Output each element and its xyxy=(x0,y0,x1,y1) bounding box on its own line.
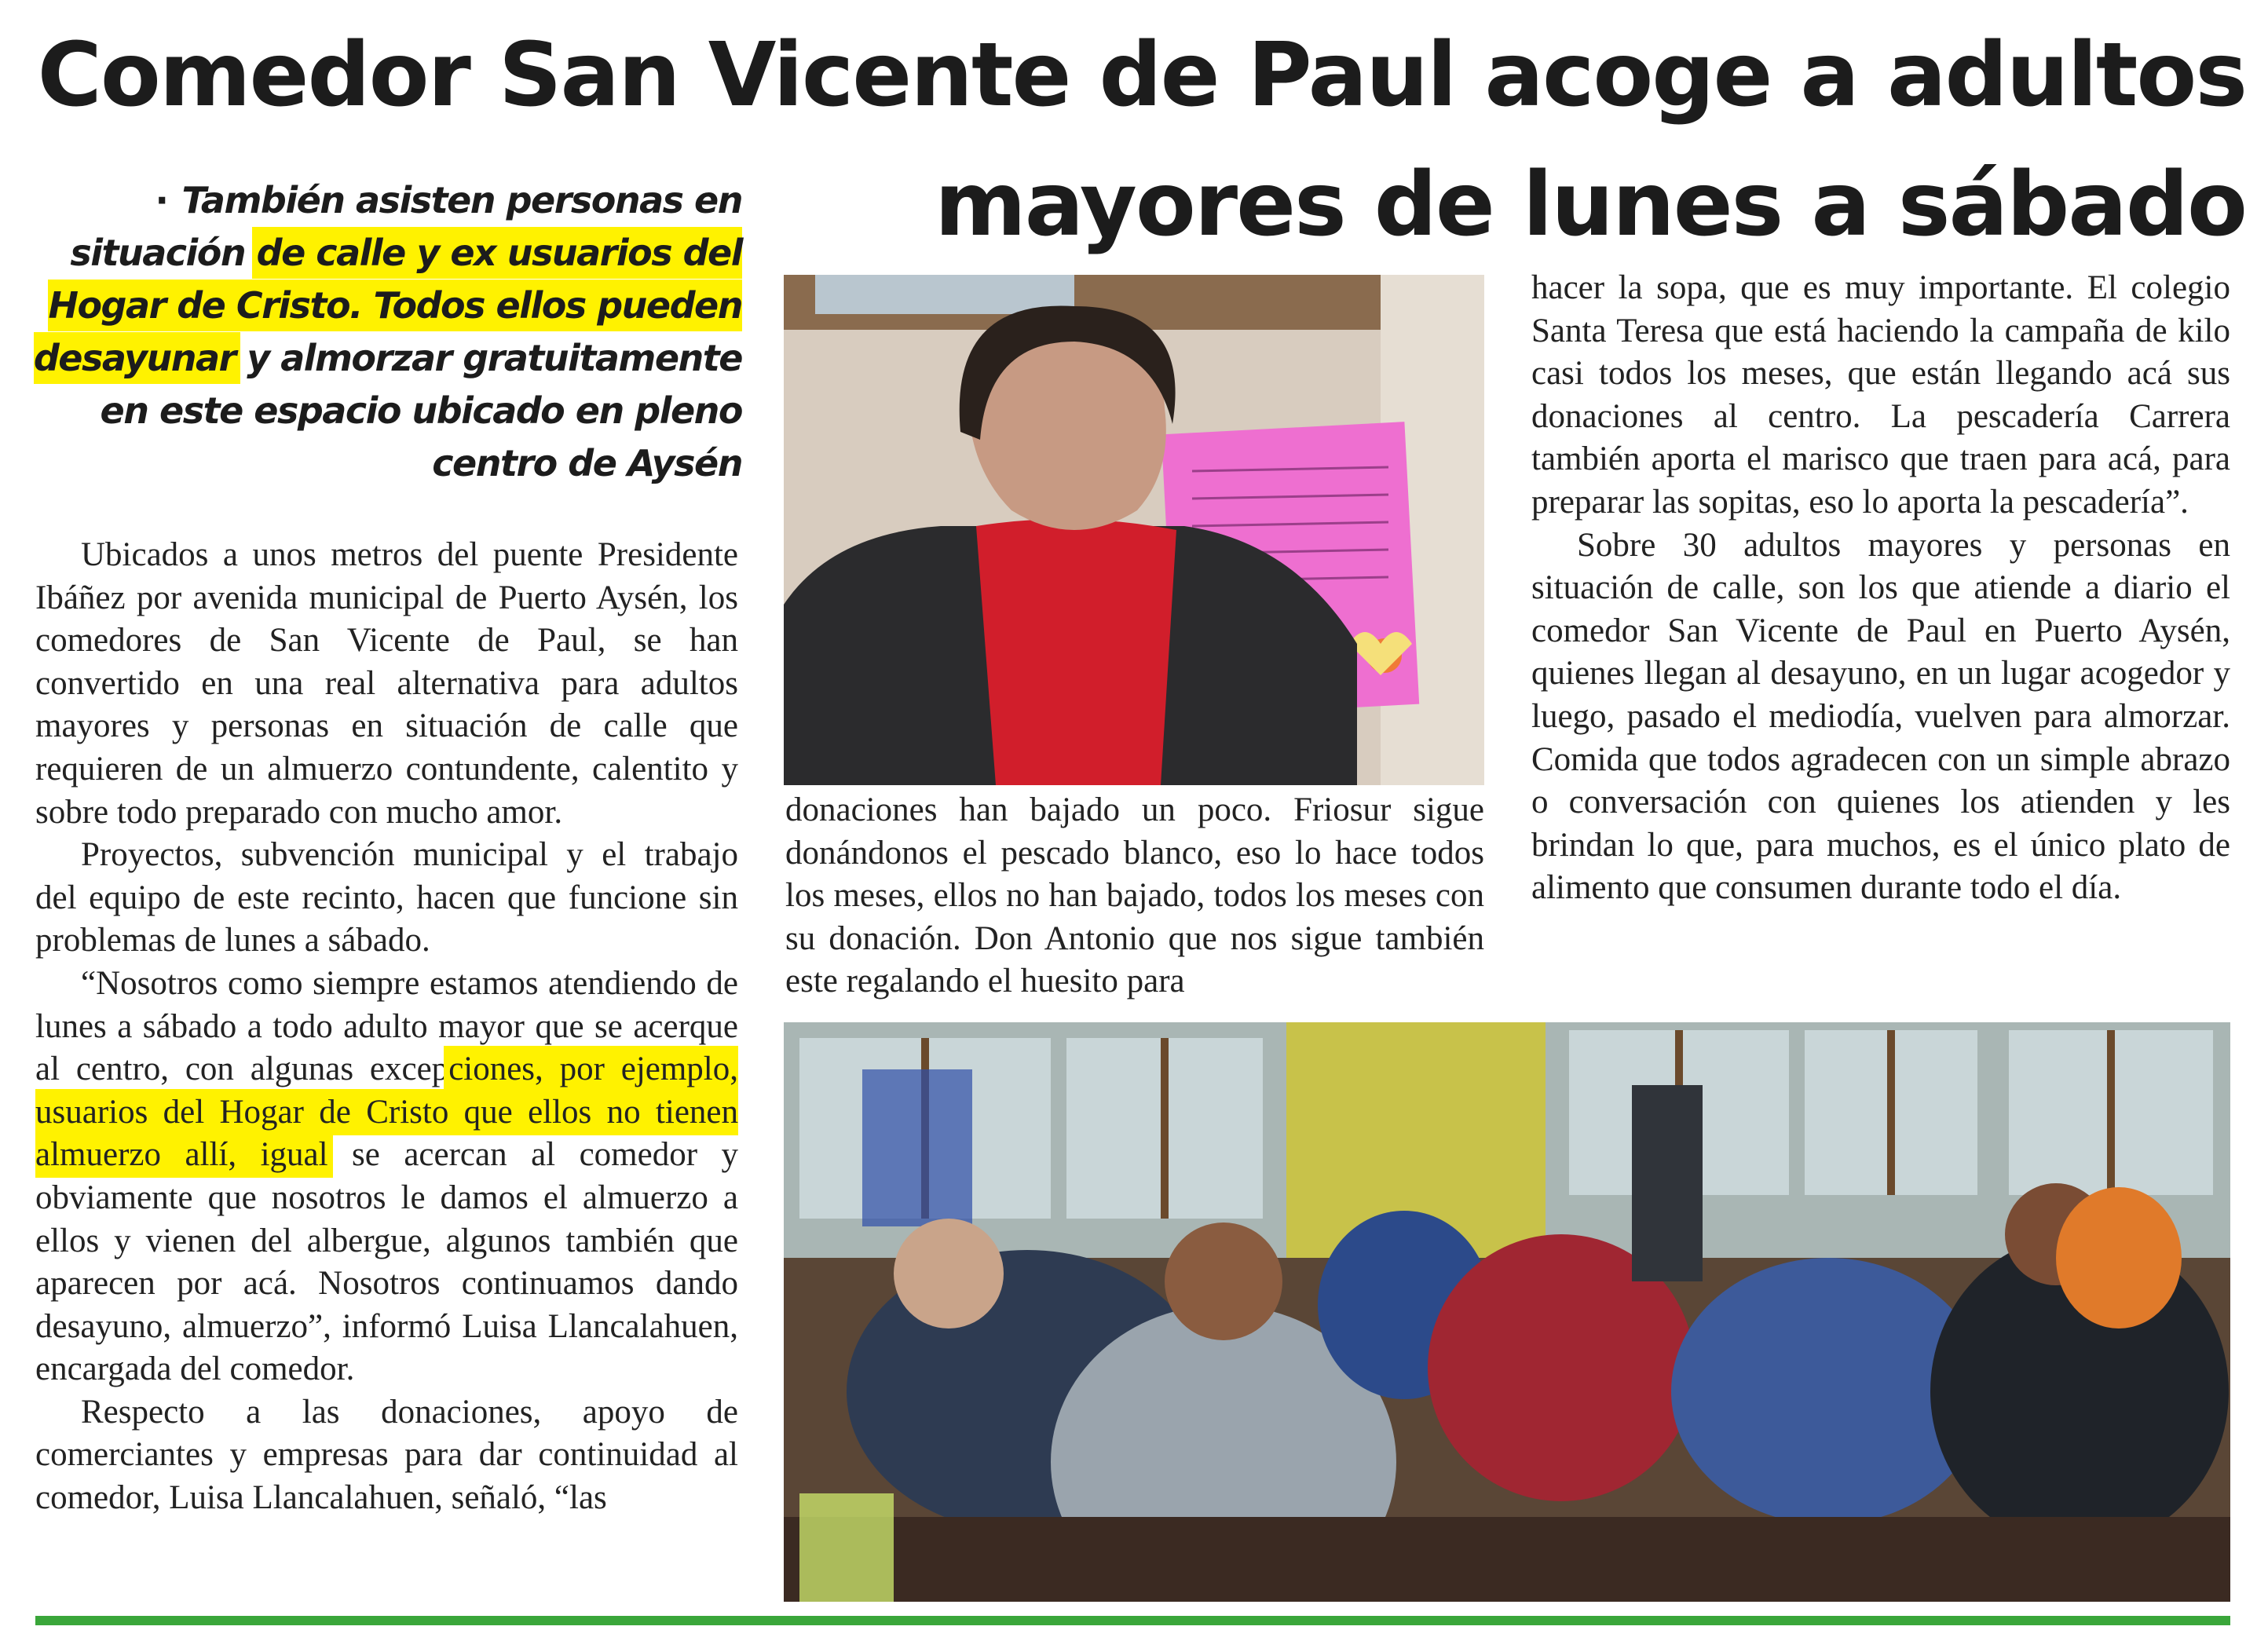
footer-rule xyxy=(35,1616,2230,1625)
lede-part-1: También asisten personas en situación xyxy=(70,179,742,274)
lede-part-3: y almorzar gratuitamente en este espacio ubicado en pleno centro de Aysén xyxy=(100,337,742,484)
paragraph-quote xyxy=(35,963,738,1391)
article-column-1 xyxy=(35,534,738,1617)
headline-line-2: mayores de lunes a sábado xyxy=(935,154,2246,256)
paragraph-intro: Ubicados a unos metros del puente Presidente Ibáñez por avenida municipal de Puerto Aysén, los comedores de San Vicente de Paul, se han convertido en una real alternativa para adultos mayores y personas en situación de calle que requieren de un almuerzo contundente, calentito y sobre todo preparado con mucho amor. xyxy=(35,536,738,831)
article-column-2 xyxy=(785,789,1484,1009)
paragraph-attendance: Sobre 30 adultos mayores y personas en situación de calle, son los que atiende a diario el comedor San Vicente de Paul en Puerto Aysén, quienes llegan al desayuno, en un lugar acogedor y luego, pasado el mediodía, vuelven para almorzar. Comida que todos agradecen con un simple abrazo o conversación con quienes los atienden y les brindan lo que, para muchos, es el único plato de alimento que consumen durante todo el día. xyxy=(1531,526,2230,907)
paragraph-donations: donaciones han bajado un poco. Friosur sigue donándonos el pescado blanco, eso lo hace todos los meses, ellos no han bajado, todos los meses con su donación. Don Antonio que nos sigue también este regalando el huesito para xyxy=(785,791,1484,1000)
quote-part-a: “Nosotros como siempre estamos atendiendo de lunes a sábado a todo adulto mayor que se acerque al centro, con algunas excep xyxy=(35,964,738,1088)
bullet-mark: · xyxy=(155,179,168,221)
lede-highlighted-text: de calle y ex usuarios del Hogar de Cristo. Todos ellos pueden desayunar xyxy=(33,232,742,379)
article-column-3 xyxy=(1531,267,2230,1005)
quote-part-b: se acercan al comedor y obviamente que nosotros le damos el almuerzo a ellos y vienen del albergue, algunos también que aparecen por acá. Nosotros continuamos dando desayuno, almuerzo”, informó Luisa Llancalahuen, encargada del comedor. xyxy=(35,1136,738,1388)
quote-highlighted-text: ciones, por ejemplo, usuarios del Hogar de Cristo que ellos no tienen almuerzo allí, igual xyxy=(35,1051,738,1174)
paragraph-sponsors: hacer la sopa, que es muy importante. El colegio Santa Teresa que está haciendo la campaña de kilo casi todos los meses, que están llegando acá sus donaciones al centro. La pescadería Carrera también aporta el marisco que traen para acá, para preparar las sopitas, eso lo aporta la pescadería”. xyxy=(1531,269,2230,521)
lede-summary xyxy=(31,174,742,490)
photo-dining-room xyxy=(784,1022,2230,1602)
headline-line-1: Comedor San Vicente de Paul acoge a adultos xyxy=(37,24,2246,126)
paragraph-funding: Proyectos, subvención municipal y el trabajo del equipo de este recinto, hacen que funcione sin problemas de lunes a sábado. xyxy=(35,836,738,959)
paragraph-donations-intro: Respecto a las donaciones, apoyo de comerciantes y empresas para dar continuidad al comedor, Luisa Llancalahuen, señaló, “las xyxy=(35,1393,738,1517)
photo-portrait-woman xyxy=(784,275,1484,785)
